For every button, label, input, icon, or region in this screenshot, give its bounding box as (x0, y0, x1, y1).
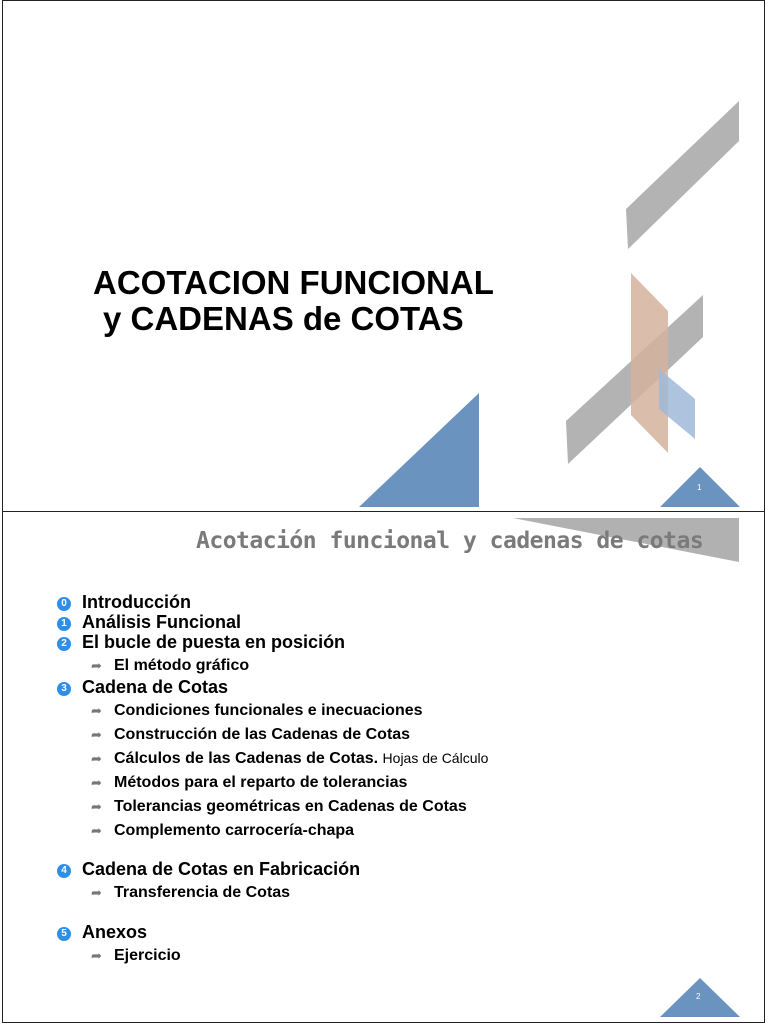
number-bullet-icon: 2 (57, 637, 71, 651)
table-of-contents (3, 512, 764, 1022)
subitem (91, 657, 249, 675)
page-number: 2 (696, 992, 701, 1001)
number-bullet-icon: 5 (57, 927, 71, 941)
arrow-bullet-icon: ➦ (91, 948, 102, 963)
arrow-bullet-icon: ➦ (91, 658, 102, 673)
section-label: Anexos (82, 922, 148, 942)
subitem-label: Complemento carrocería-chapa (114, 822, 355, 839)
section-2 (57, 632, 345, 653)
subitem (91, 947, 181, 965)
subitem-label: Cálculos de las Cadenas de Cotas. (114, 750, 379, 767)
number-bullet-icon: 1 (57, 617, 71, 631)
subitem (91, 822, 354, 840)
subitem (91, 798, 467, 816)
subitem-label: Métodos para el reparto de tolerancias (114, 774, 408, 791)
contents-slide (2, 511, 765, 1023)
subitem (91, 726, 410, 744)
decorative-shapes (3, 1, 765, 512)
section-label: Análisis Funcional (82, 612, 242, 632)
arrow-bullet-icon: ➦ (91, 775, 102, 790)
number-bullet-icon: 0 (57, 597, 71, 611)
subitem-label: Ejercicio (114, 947, 181, 964)
subitem-label: El método gráfico (114, 657, 250, 674)
arrow-bullet-icon: ➦ (91, 885, 102, 900)
section-label: Cadena de Cotas en Fabricación (82, 859, 361, 879)
arrow-bullet-icon: ➦ (91, 823, 102, 838)
arrow-bullet-icon: ➦ (91, 799, 102, 814)
subitem-label: Tolerancias geométricas en Cadenas de Cotas (114, 798, 467, 815)
arrow-bullet-icon: ➦ (91, 703, 102, 718)
slide-title: Acotación funcional y cadenas de cotas (196, 528, 704, 554)
subitem (91, 884, 290, 902)
title-line-1: ACOTACION FUNCIONAL (93, 264, 494, 301)
arrow-bullet-icon: ➦ (91, 727, 102, 742)
section-1 (57, 612, 241, 633)
section-0 (57, 592, 191, 613)
section-label: Introducción (82, 592, 191, 612)
title-line-2: y CADENAS de COTAS (103, 300, 464, 337)
grey-band-top (626, 101, 739, 249)
subitem (91, 702, 423, 720)
number-bullet-icon: 3 (57, 682, 71, 696)
section-label: Cadena de Cotas (82, 677, 229, 697)
subitem-label: Condiciones funcionales e inecuaciones (114, 702, 423, 719)
subitem-label: Construcción de las Cadenas de Cotas (114, 726, 411, 743)
blue-triangle-bottom (359, 393, 479, 507)
slide-title (93, 265, 494, 337)
subitem (91, 750, 488, 768)
section-4 (57, 859, 360, 880)
page-number: 1 (697, 483, 702, 492)
number-bullet-icon: 4 (57, 864, 71, 878)
section-3 (57, 677, 228, 698)
subitem-label: Transferencia de Cotas (114, 884, 291, 901)
subitem-note: Hojas de Cálculo (382, 750, 489, 766)
arrow-bullet-icon: ➦ (91, 751, 102, 766)
section-5 (57, 922, 147, 943)
tan-band (631, 273, 668, 453)
title-slide (2, 0, 765, 512)
subitem (91, 774, 407, 792)
section-label: El bucle de puesta en posición (82, 632, 346, 652)
